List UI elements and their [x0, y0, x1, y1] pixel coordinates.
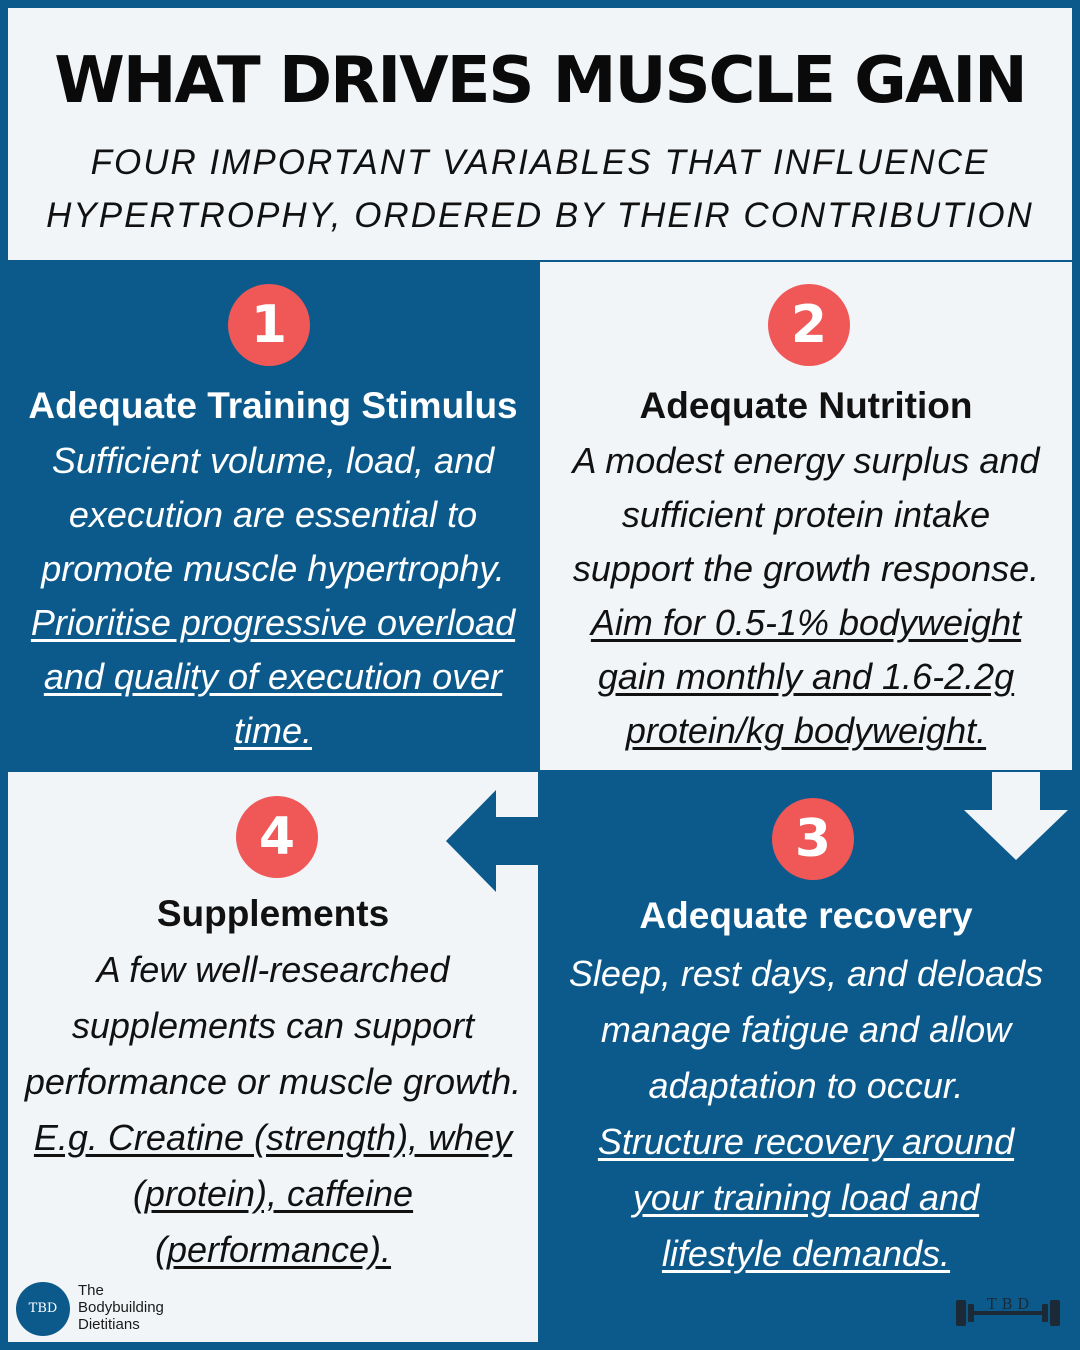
header [8, 8, 1072, 260]
body-line: sufficient protein intake [621, 494, 991, 535]
panel-training-stimulus [8, 262, 538, 770]
page-subtitle [8, 136, 1072, 242]
tip-line: and quality of execution over [43, 656, 503, 697]
logo-text [78, 1282, 164, 1333]
subtitle-line: HYPERTROPHY, ORDERED BY THEIR CONTRIBUTION [46, 196, 1034, 235]
body-line: supplements can support [71, 1005, 475, 1046]
tip-line: time. [233, 710, 312, 751]
tip-line: Aim for 0.5-1% bodyweight [590, 602, 1022, 643]
body-line: promote muscle hypertrophy. [41, 548, 505, 589]
panel-body [540, 434, 1072, 758]
panel-heading: Supplements [156, 893, 390, 934]
body-line: manage fatigue and allow [600, 1009, 1012, 1050]
logo-mark-icon: TBD [16, 1282, 70, 1336]
step-badge-3: 3 [772, 798, 854, 880]
panel-heading: Adequate Nutrition [639, 385, 973, 426]
tip-line: gain monthly and 1.6-2.2g [597, 656, 1015, 697]
tip-line: your training load and [632, 1177, 980, 1218]
logo-text-line: Dietitians [78, 1316, 140, 1333]
body-line: Sleep, rest days, and deloads [568, 953, 1044, 994]
body-line: adaptation to occur. [648, 1065, 964, 1106]
logo-text-line: Bodybuilding [78, 1299, 164, 1316]
step-badge-1: 1 [228, 284, 310, 366]
panel-body [8, 434, 538, 758]
barbell-logo-icon [952, 1292, 1064, 1334]
subtitle-line: FOUR IMPORTANT VARIABLES THAT INFLUENCE [90, 143, 990, 182]
body-line: Sufficient volume, load, and [51, 440, 495, 481]
page-title: WHAT DRIVES MUSCLE GAIN [54, 44, 1026, 118]
tip-line: Structure recovery around [597, 1121, 1015, 1162]
arrow-right-icon [540, 268, 632, 372]
arrow-down-icon [964, 772, 1068, 860]
svg-text:T B D: T B D [986, 1295, 1030, 1313]
logo-text-line: The [78, 1282, 104, 1299]
step-badge-2: 2 [768, 284, 850, 366]
tip-line: Prioritise progressive overload [30, 602, 516, 643]
tip-line: protein/kg bodyweight. [625, 710, 987, 751]
tip-line: (protein), caffeine [132, 1173, 414, 1214]
tip-line: (performance). [154, 1229, 392, 1270]
body-line: A modest energy surplus and [572, 440, 1040, 481]
tip-line: lifestyle demands. [661, 1233, 951, 1274]
panel-body [8, 942, 538, 1278]
body-line: execution are essential to [68, 494, 478, 535]
arrow-left-icon [446, 790, 540, 892]
brand-logo [16, 1282, 186, 1338]
tip-line: E.g. Creatine (strength), whey [33, 1117, 513, 1158]
panel-heading: Adequate Training Stimulus [28, 385, 518, 426]
body-line: performance or muscle growth. [24, 1061, 522, 1102]
body-line: support the growth response. [572, 548, 1040, 589]
step-badge-4: 4 [236, 796, 318, 878]
panel-body [540, 946, 1072, 1282]
body-line: A few well-researched [96, 949, 450, 990]
panel-heading: Adequate recovery [639, 895, 973, 936]
